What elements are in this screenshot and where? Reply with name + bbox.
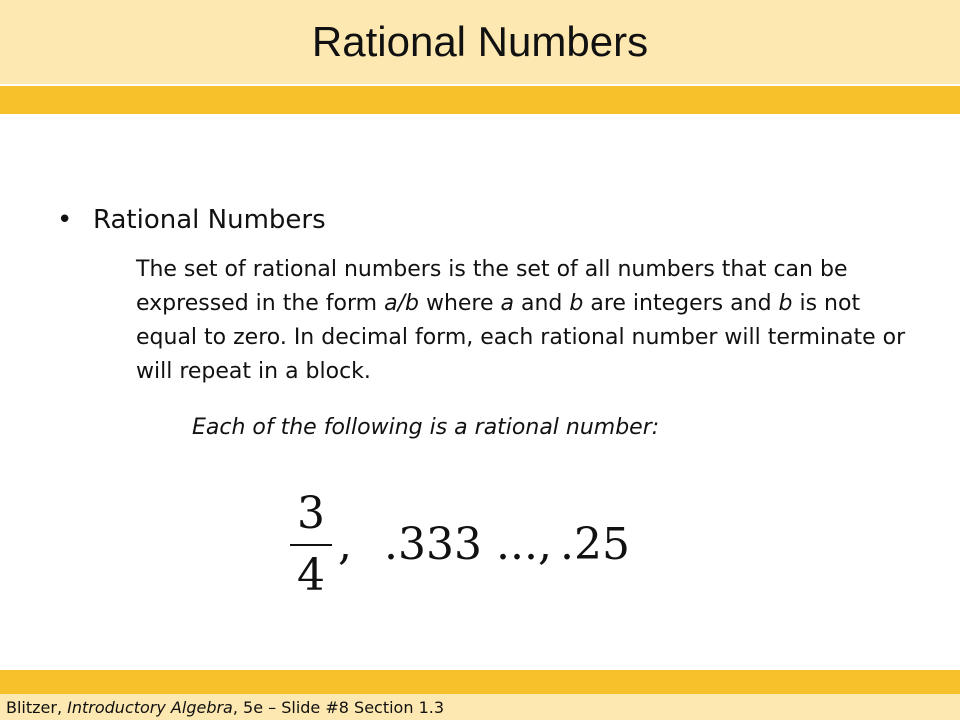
math-comma: , <box>338 519 352 570</box>
example-intro: Each of the following is a rational number: <box>192 415 660 440</box>
definition-text-1: The set of rational numbers is the set of all numbers that can be expressed in the form <box>136 257 848 316</box>
footer-accent-bar <box>0 670 960 694</box>
footer-slide-info: , 5e – Slide #8 Section 1.3 <box>232 698 445 717</box>
definition-var-b: b <box>569 291 584 316</box>
definition-var-ab: a/b <box>384 291 419 316</box>
bullet-heading: Rational Numbers <box>93 205 326 235</box>
math-decimal-terminating: .25 <box>560 519 630 570</box>
slide-title: Rational Numbers <box>311 18 649 65</box>
definition-text-2: where <box>418 291 501 316</box>
definition-paragraph <box>136 253 916 389</box>
fraction-three-fourths <box>290 490 332 600</box>
footer-book-title: Introductory Algebra <box>67 698 233 717</box>
fraction-numerator: 3 <box>297 488 325 539</box>
math-ellipsis: ..., <box>496 519 552 570</box>
fraction-denominator: 4 <box>297 550 325 601</box>
bullet-marker: • <box>57 205 73 235</box>
title-accent-bar <box>0 86 960 114</box>
footer-author: Blitzer, <box>6 698 68 717</box>
definition-text-3: and <box>514 291 570 316</box>
bullet-item <box>57 205 326 235</box>
slide-footer <box>6 698 444 717</box>
title-band <box>0 0 960 84</box>
definition-text-4: are integers and <box>583 291 779 316</box>
definition-var-b-2: b <box>778 291 793 316</box>
definition-text-5: is not equal to zero. In decimal form, each rational number will terminate or will repeat in a block. <box>136 291 906 384</box>
math-decimal-repeating: .333 <box>384 519 482 570</box>
fraction-bar <box>290 544 332 546</box>
definition-var-a: a <box>500 291 514 316</box>
